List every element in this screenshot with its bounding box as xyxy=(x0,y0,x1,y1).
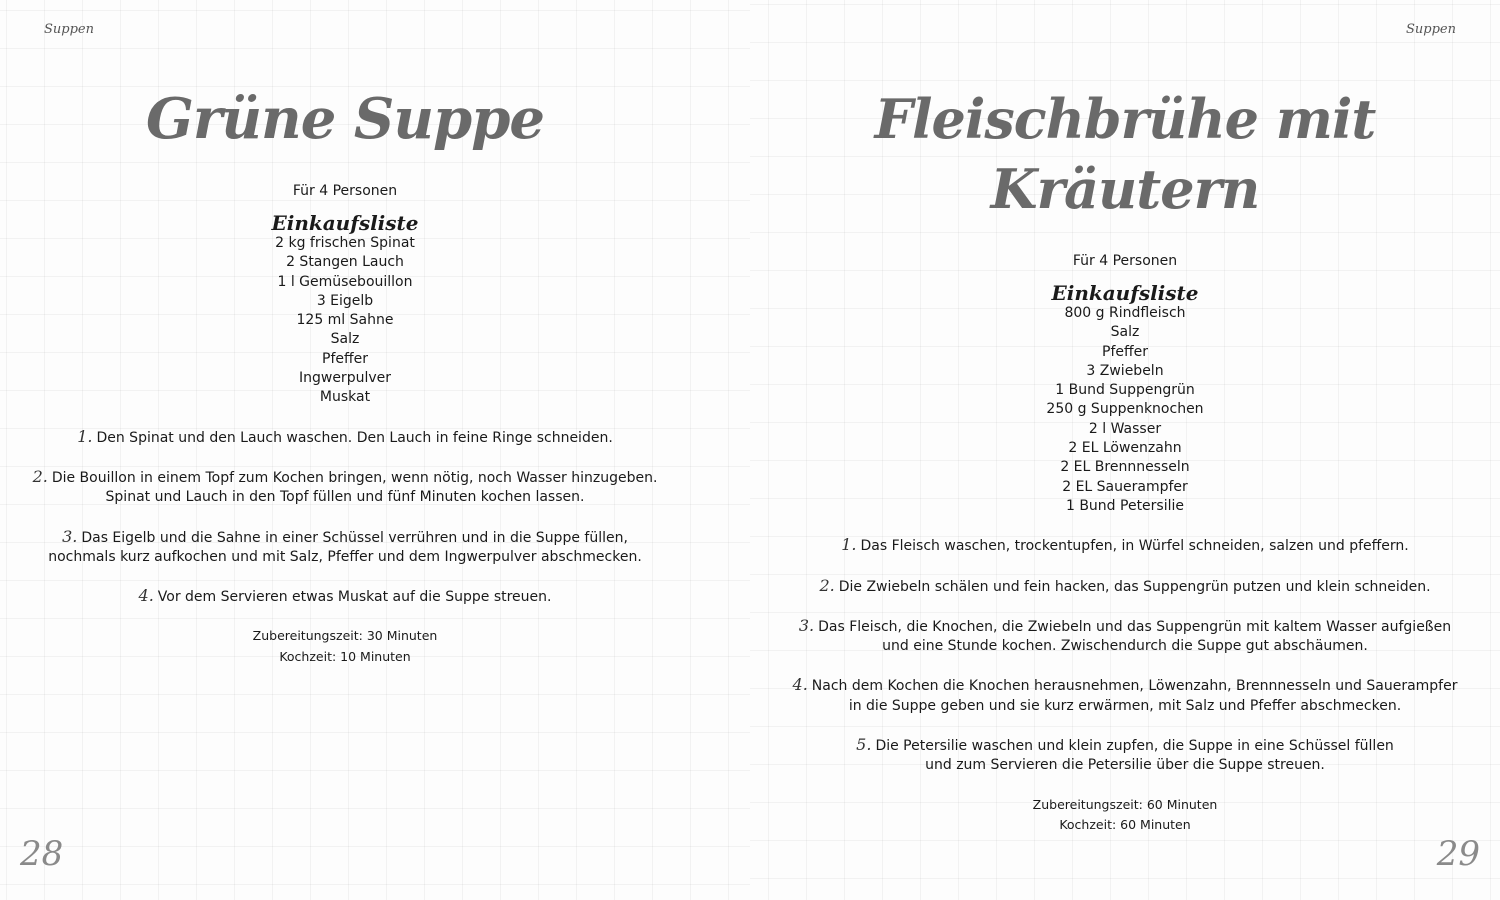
ingredient: 3 Eigelb xyxy=(316,292,374,309)
page-number: 28 xyxy=(20,834,64,874)
step-text: und eine Stunde kochen. Zwischendurch die Suppe gut abschäumen. xyxy=(882,638,1368,655)
step-text: in die Suppe geben und sie kurz erwärmen, mit Salz und Pfeffer abschmecken. xyxy=(848,697,1402,714)
instruction-steps xyxy=(750,535,1500,775)
step-number: 1. xyxy=(77,426,93,446)
ingredient: 2 EL Sauerampfer xyxy=(1062,478,1188,495)
step-text: Das Fleisch, die Knochen, die Zwiebeln und das Suppengrün mit kaltem Wasser aufgießen xyxy=(818,618,1452,635)
ingredient: 2 EL Löwenzahn xyxy=(1068,440,1182,457)
step-text: Den Spinat und den Lauch waschen. Den Lauch in feine Ringe schneiden. xyxy=(96,429,613,446)
recipe-title: Grüne Suppe xyxy=(146,86,544,152)
ingredient: 125 ml Sahne xyxy=(296,312,394,329)
recipe-content xyxy=(0,84,750,666)
ingredient: 800 g Rindfleisch xyxy=(1064,305,1186,321)
recipe-title: Fleischbrühe mit Kräutern xyxy=(874,87,1376,221)
ingredient-list xyxy=(0,234,690,408)
ingredient: Pfeffer xyxy=(1102,343,1148,360)
step-text: Spinat und Lauch in den Topf füllen und fünf Minuten kochen lassen. xyxy=(105,489,585,506)
ingredient: 2 Stangen Lauch xyxy=(286,254,404,271)
instruction-steps xyxy=(0,427,690,608)
ingredient: 1 l Gemüsebouillon xyxy=(277,273,413,290)
step-text: Die Bouillon in einem Topf zum Kochen bringen, wenn nötig, noch Wasser hinzugeben. xyxy=(51,469,658,486)
instruction-step xyxy=(0,586,690,607)
shopping-list-heading: Einkaufsliste xyxy=(271,211,419,235)
ingredient-list xyxy=(750,304,1500,516)
ingredient: 1 Bund Petersilie xyxy=(1065,497,1185,514)
instruction-step xyxy=(0,427,690,448)
ingredient: Ingwerpulver xyxy=(298,370,391,387)
ingredient: 2 kg frischen Spinat xyxy=(275,235,415,251)
instruction-step xyxy=(0,467,690,508)
step-text: nochmals kurz aufkochen und mit Salz, Pfeffer und dem Ingwerpulver abschmecken. xyxy=(48,548,642,565)
ingredient: 2 l Wasser xyxy=(1088,420,1162,437)
instruction-step xyxy=(750,576,1500,597)
step-text: Die Zwiebeln schälen und fein hacken, das Suppengrün putzen und klein schneiden. xyxy=(838,578,1431,595)
page-number: 29 xyxy=(1436,834,1480,874)
step-number: 4. xyxy=(792,675,808,695)
running-head: Suppen xyxy=(1406,22,1456,37)
step-number: 3. xyxy=(798,615,815,635)
instruction-step xyxy=(750,616,1500,657)
step-number: 5. xyxy=(856,735,872,755)
prep-time: Zubereitungszeit: 60 Minuten xyxy=(1032,796,1218,812)
step-number: 2. xyxy=(32,466,48,486)
step-number: 2. xyxy=(819,575,835,595)
recipe-content xyxy=(750,84,1500,834)
running-head: Suppen xyxy=(44,22,94,37)
servings: Für 4 Personen xyxy=(292,183,398,199)
step-text: Das Eigelb und die Sahne in einer Schüssel verrühren und in die Suppe füllen, xyxy=(81,529,628,546)
step-text: und zum Servieren die Petersilie über die Suppe streuen. xyxy=(925,757,1325,774)
right-page xyxy=(750,0,1500,900)
servings: Für 4 Personen xyxy=(1072,253,1178,269)
cook-time: Kochzeit: 60 Minuten xyxy=(1059,816,1191,832)
ingredient: 2 EL Brennnesseln xyxy=(1060,459,1190,476)
step-number: 4. xyxy=(138,586,154,606)
instruction-step xyxy=(0,527,690,568)
step-number: 3. xyxy=(62,526,78,546)
instruction-step xyxy=(750,675,1500,716)
ingredient: 250 g Suppenknochen xyxy=(1046,401,1204,418)
step-text: Die Petersilie waschen und klein zupfen, die Suppe in eine Schüssel füllen xyxy=(875,738,1394,755)
instruction-step xyxy=(750,735,1500,776)
step-number: 1. xyxy=(841,535,857,555)
step-text: Nach dem Kochen die Knochen herausnehmen, Löwenzahn, Brennnesseln und Sauerampfer xyxy=(811,678,1458,695)
ingredient: Pfeffer xyxy=(322,350,368,367)
step-text: Vor dem Servieren etwas Muskat auf die Suppe streuen. xyxy=(157,589,552,606)
ingredient: 1 Bund Suppengrün xyxy=(1055,382,1195,399)
cook-time: Kochzeit: 10 Minuten xyxy=(279,648,411,664)
step-text: Das Fleisch waschen, trockentupfen, in Würfel schneiden, salzen und pfeffern. xyxy=(860,538,1409,555)
ingredient: Salz xyxy=(330,331,360,348)
ingredient: Muskat xyxy=(319,389,371,406)
ingredient: Salz xyxy=(1110,324,1140,341)
shopping-list-heading: Einkaufsliste xyxy=(1051,281,1199,305)
ingredient: 3 Zwiebeln xyxy=(1086,362,1164,379)
instruction-step xyxy=(750,535,1500,556)
prep-time: Zubereitungszeit: 30 Minuten xyxy=(252,628,438,644)
